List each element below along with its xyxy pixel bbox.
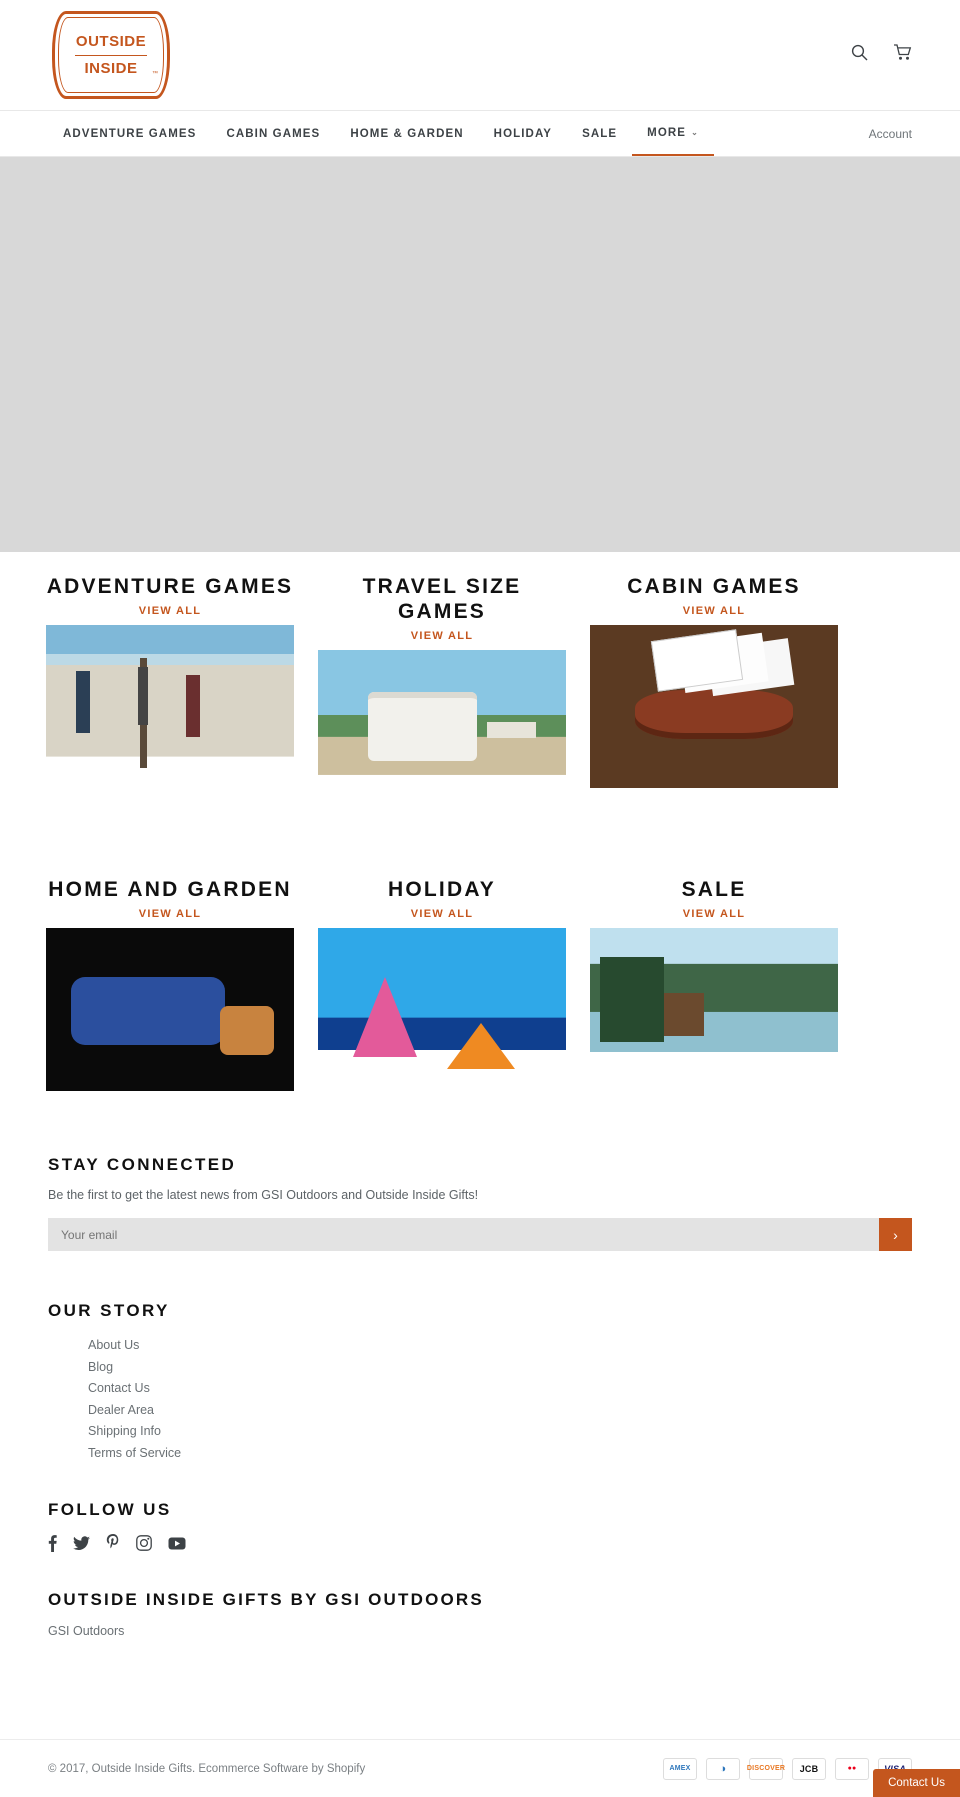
instagram-icon[interactable] <box>136 1535 152 1551</box>
collection-title: TRAVEL SIZE GAMES <box>362 575 522 623</box>
collection-row-2 <box>46 855 914 1091</box>
view-all-link[interactable]: VIEW ALL <box>410 630 474 642</box>
logo-line-2: INSIDE <box>84 59 138 77</box>
our-story-link-list <box>48 1335 912 1464</box>
collection-tile-holiday[interactable] <box>318 855 566 1091</box>
header-icon-group <box>851 44 912 61</box>
collection-title: ADVENTURE GAMES <box>46 575 294 598</box>
nav-item-label: HOLIDAY <box>493 127 553 140</box>
nav-item-label: ADVENTURE GAMES <box>63 127 197 140</box>
mountain-lake-cabin-photo <box>590 928 838 1091</box>
collection-title: SALE <box>681 878 747 901</box>
collection-tile-home-and-garden[interactable] <box>46 855 294 1091</box>
main-navigation <box>0 110 960 157</box>
site-logo[interactable] <box>52 11 170 99</box>
our-story-title: OUR STORY <box>48 1301 170 1320</box>
collection-grid <box>0 552 960 1091</box>
nav-item-cabin-games[interactable] <box>211 111 335 156</box>
cribbage-board-photo <box>590 625 838 788</box>
newsletter-submit-button[interactable]: › <box>879 1218 912 1251</box>
footer-bottom-bar <box>0 1739 960 1797</box>
nav-item-sale[interactable] <box>567 111 632 156</box>
gsi-outdoors-link[interactable]: GSI Outdoors <box>48 1624 125 1638</box>
collection-tile-header <box>318 855 566 920</box>
youtube-icon[interactable] <box>168 1537 186 1550</box>
newsletter-section <box>0 1155 960 1251</box>
list-item[interactable]: Shipping Info <box>88 1424 161 1438</box>
discover-icon: DISCOVER <box>749 1758 783 1780</box>
newsletter-title: STAY CONNECTED <box>48 1155 237 1174</box>
collection-tile-cabin-games[interactable] <box>590 552 838 813</box>
site-header <box>0 0 960 110</box>
list-item[interactable]: About Us <box>88 1338 140 1352</box>
nav-item-adventure-games[interactable] <box>48 111 211 156</box>
follow-us-title: FOLLOW US <box>48 1500 172 1519</box>
our-story-section <box>0 1301 960 1464</box>
logo-trademark: ™ <box>152 71 158 77</box>
feet-by-fire-photo <box>46 928 294 1091</box>
view-all-link[interactable]: VIEW ALL <box>682 908 746 920</box>
nav-item-list <box>48 111 714 156</box>
collection-tile-header <box>46 855 294 920</box>
collection-title: CABIN GAMES <box>627 575 801 598</box>
camper-van-photo <box>318 650 566 813</box>
logo-divider <box>75 55 148 56</box>
facebook-icon[interactable] <box>48 1534 57 1552</box>
newsletter-form <box>48 1218 912 1251</box>
nav-item-holiday[interactable] <box>479 111 567 156</box>
collection-title: HOME AND GARDEN <box>48 878 292 901</box>
email-field[interactable] <box>48 1218 879 1251</box>
nav-item-home-garden[interactable] <box>335 111 478 156</box>
collection-tile-travel-size-games[interactable] <box>318 552 566 813</box>
by-gsi-title: OUTSIDE INSIDE GIFTS BY GSI OUTDOORS <box>48 1590 484 1609</box>
copyright-text: © 2017, Outside Inside Gifts. Ecommerce Software by Shopify <box>48 1762 366 1775</box>
by-gsi-section <box>0 1590 960 1638</box>
pinterest-icon[interactable] <box>106 1534 120 1552</box>
list-item[interactable]: Dealer Area <box>88 1402 155 1417</box>
collection-title: HOLIDAY <box>388 878 496 901</box>
social-icon-row <box>48 1534 912 1552</box>
list-item[interactable]: Blog <box>88 1359 114 1374</box>
collection-tile-header <box>590 552 838 617</box>
account-link[interactable]: Account <box>868 126 912 141</box>
twitter-icon[interactable] <box>73 1536 90 1551</box>
collection-tile-header <box>590 855 838 920</box>
beach-game-photo <box>46 625 294 788</box>
amex-icon: AMEX <box>663 1758 697 1780</box>
collection-tile-header <box>46 552 294 617</box>
logo-line-1: OUTSIDE <box>75 32 147 50</box>
diners-club-icon: ◑ <box>706 1758 740 1780</box>
logo-inner-frame <box>58 17 164 93</box>
hero-banner <box>0 157 960 552</box>
view-all-link[interactable]: VIEW ALL <box>138 605 202 617</box>
mastercard-icon: ●● <box>835 1758 869 1780</box>
nav-item-label: MORE <box>647 126 687 139</box>
jcb-icon: JCB <box>792 1758 826 1780</box>
contact-us-button[interactable]: Contact Us <box>873 1769 960 1797</box>
nav-item-label: HOME & GARDEN <box>350 127 464 140</box>
chevron-down-icon: ⌄ <box>691 128 699 137</box>
collection-tile-sale[interactable] <box>590 855 838 1091</box>
search-icon[interactable] <box>851 44 868 61</box>
nav-item-more[interactable] <box>632 111 714 156</box>
collection-tile-adventure-games[interactable] <box>46 552 294 813</box>
nav-item-label: SALE <box>582 127 618 140</box>
nav-item-label: CABIN GAMES <box>226 127 321 140</box>
newsletter-subtitle: Be the first to get the latest news from GSI Outdoors and Outside Inside Gifts! <box>48 1188 479 1202</box>
view-all-link[interactable]: VIEW ALL <box>410 908 474 920</box>
view-all-link[interactable]: VIEW ALL <box>138 908 202 920</box>
collection-row-1 <box>46 552 914 813</box>
list-item[interactable]: Contact Us <box>88 1381 150 1395</box>
collection-tile-header <box>318 552 566 642</box>
holiday-tent-tree-photo <box>318 928 566 1091</box>
cart-icon[interactable] <box>893 44 912 61</box>
list-item[interactable]: Terms of Service <box>88 1445 182 1460</box>
view-all-link[interactable]: VIEW ALL <box>682 605 746 617</box>
follow-us-section <box>0 1500 960 1552</box>
